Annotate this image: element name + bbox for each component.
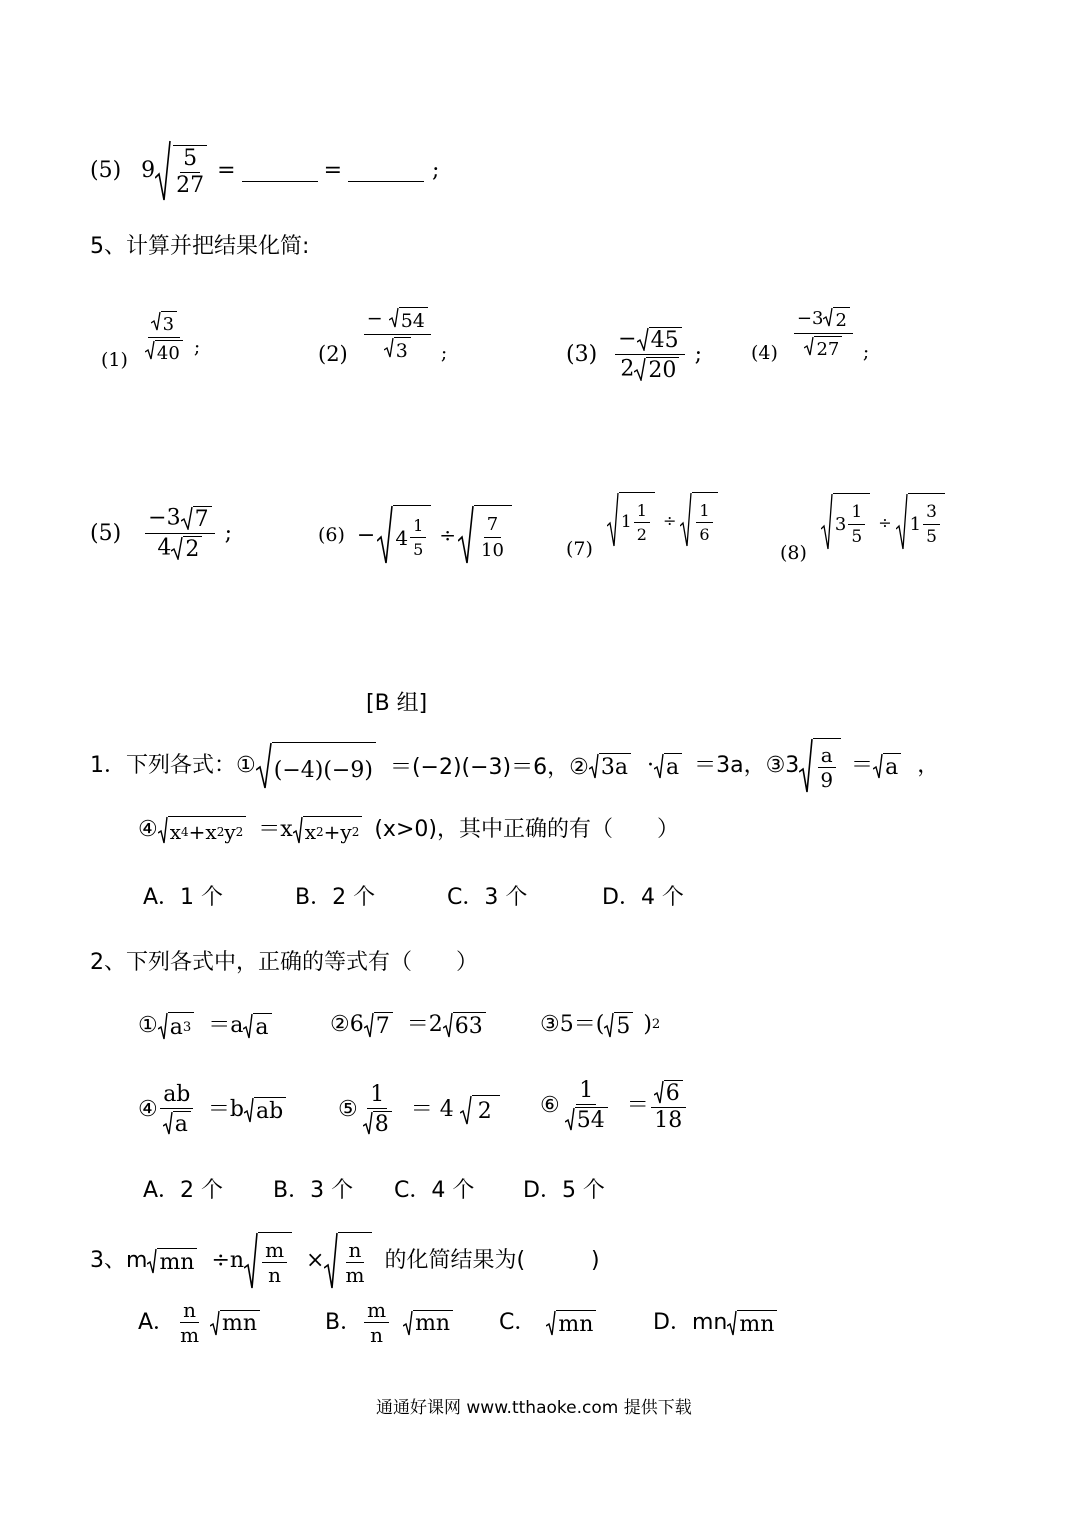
q1-eq3: ＝ bbox=[851, 753, 874, 778]
choice-label: C． bbox=[499, 1310, 537, 1335]
choice-rad: mn bbox=[556, 1310, 596, 1336]
frac-num: 2 bbox=[833, 307, 849, 331]
den-coef: 4 bbox=[157, 535, 172, 561]
s5-item-6 bbox=[318, 505, 512, 565]
mixed-num: 1 bbox=[848, 502, 865, 525]
q3-div: ÷n bbox=[211, 1248, 245, 1273]
q1-r2b: a bbox=[664, 753, 682, 779]
eq-sign: = bbox=[217, 158, 236, 183]
answer-blank-2[interactable] bbox=[348, 161, 424, 182]
q2-i5-rhs: ＝ 4 bbox=[410, 1097, 454, 1122]
radical-sign-icon bbox=[155, 140, 171, 202]
radical-sign-icon bbox=[458, 505, 474, 565]
radical-sign-icon bbox=[654, 753, 664, 779]
q1-line2-lead: ④ bbox=[138, 817, 158, 842]
q2-i1-lead: ① bbox=[138, 1013, 158, 1038]
q1-r5b: +y bbox=[323, 819, 352, 844]
radical-sign-icon bbox=[210, 1310, 220, 1336]
radical-sign-icon bbox=[460, 1095, 472, 1125]
eq-sign: = bbox=[323, 158, 343, 183]
q3-tail: 的化简结果为( ) bbox=[384, 1248, 600, 1273]
q1-r5a: x bbox=[304, 819, 316, 844]
answer-blank-1[interactable] bbox=[242, 161, 318, 182]
semicolon: ; bbox=[440, 342, 448, 364]
neg-sign: − bbox=[356, 522, 376, 548]
q1-r4c: y bbox=[224, 819, 236, 844]
q3-choice-b[interactable] bbox=[325, 1300, 453, 1345]
radical-sign-icon bbox=[384, 337, 394, 358]
q2-i6-rden: 18 bbox=[654, 1108, 683, 1133]
divide-sign: ÷ bbox=[662, 510, 677, 530]
top-radical bbox=[155, 140, 209, 202]
q1-choice-d[interactable]: D．4 个 bbox=[602, 885, 684, 910]
radical-sign-icon bbox=[873, 753, 883, 779]
q2-i4-lead: ④ bbox=[138, 1097, 158, 1122]
radical-sign-icon bbox=[244, 1097, 254, 1123]
q2-choice-c[interactable]: C．4 个 bbox=[394, 1178, 475, 1203]
b-q1-line2: ④ x 4 +x 2 y 2 ＝x x 2 +y 2 (x>0)，其中正确的有（ ） bbox=[138, 817, 679, 844]
radical-sign-icon bbox=[377, 505, 393, 565]
item-label: (7) bbox=[566, 538, 593, 560]
radical-sign-icon bbox=[158, 816, 168, 844]
q2-i2-lead: ②6 bbox=[330, 1012, 364, 1037]
q2-i2-rad: 7 bbox=[374, 1012, 393, 1038]
mixed-num: 1 bbox=[634, 501, 650, 523]
semicolon: ; bbox=[224, 520, 233, 546]
q2-i6-num: 1 bbox=[576, 1080, 596, 1105]
choice-den: n bbox=[370, 1323, 384, 1347]
q2-choice-a[interactable]: A．2 个 bbox=[143, 1178, 224, 1203]
q1-eq1: ＝(−2)(−3)＝6，② bbox=[389, 755, 589, 780]
q1-eq2: ＝3a，③3 bbox=[694, 753, 800, 778]
item-label: (4) bbox=[751, 342, 778, 364]
radical-sign-icon bbox=[293, 816, 303, 844]
q3-f1-num: m bbox=[262, 1240, 287, 1263]
radical-sign-icon bbox=[589, 753, 599, 779]
radical-sign-icon bbox=[181, 506, 193, 530]
q2-i3-close: ) bbox=[643, 1012, 652, 1037]
mixed-whole: 1 bbox=[620, 512, 632, 532]
q3-choice-c[interactable] bbox=[499, 1310, 596, 1336]
s5-item-3 bbox=[566, 327, 702, 382]
q3-f1-den: n bbox=[268, 1263, 281, 1287]
footer-text: 通通好课网 www.tthaoke.com 提供下载 bbox=[376, 1398, 692, 1418]
radical-sign-icon bbox=[637, 327, 649, 351]
radical-sign-icon bbox=[158, 1012, 168, 1040]
s5-item-4 bbox=[751, 302, 869, 364]
q1-choice-a[interactable]: A．1 个 bbox=[143, 885, 224, 910]
frac-den: 40 bbox=[155, 340, 183, 364]
choice-rad: mn bbox=[737, 1310, 777, 1336]
q2-i6-rhs: ＝ bbox=[626, 1093, 649, 1118]
mixed-num: 3 bbox=[923, 502, 940, 525]
frac-num: 7 bbox=[484, 514, 501, 538]
q2-i5-den: 8 bbox=[373, 1111, 392, 1136]
radical-sign-icon bbox=[163, 1111, 173, 1135]
radical-sign-icon bbox=[821, 493, 833, 551]
radical-sign-icon bbox=[324, 1232, 338, 1290]
section5-title: 5、计算并把结果化简: bbox=[90, 234, 310, 259]
q1-cond: (x>0)，其中正确的有（ ） bbox=[374, 817, 679, 842]
choice-label: B． bbox=[325, 1309, 363, 1335]
q2-i1-rhs: ＝a bbox=[208, 1013, 244, 1038]
radical-sign-icon bbox=[607, 492, 619, 548]
frac-den: 3 bbox=[394, 337, 411, 362]
q3-choice-a[interactable] bbox=[138, 1300, 260, 1345]
q2-i4-num: ab bbox=[160, 1084, 193, 1109]
q1-fnum: a bbox=[818, 745, 836, 768]
frac-den: 20 bbox=[646, 357, 679, 382]
s5-item-8 bbox=[780, 480, 945, 564]
q2-item-5 bbox=[338, 1084, 500, 1136]
radical-sign-icon bbox=[389, 307, 399, 328]
radical-sign-icon bbox=[256, 742, 272, 790]
radical-sign-icon bbox=[823, 307, 833, 327]
choice-label: A． bbox=[138, 1309, 176, 1335]
top-coef: 9 bbox=[141, 158, 156, 183]
radical-sign-icon bbox=[546, 1310, 556, 1336]
q2-i1-rad: a bbox=[169, 1014, 183, 1040]
frac-den: 2 bbox=[183, 536, 202, 561]
q2-i4-den: a bbox=[173, 1111, 191, 1136]
top-den: 27 bbox=[176, 173, 205, 198]
radical-sign-icon bbox=[363, 1111, 373, 1135]
q1-r4b: +x bbox=[188, 819, 217, 844]
q1-expr1: (−4)(−9) bbox=[272, 742, 376, 790]
choice-rad: mn bbox=[413, 1310, 453, 1336]
radical-sign-icon bbox=[403, 1310, 413, 1336]
choice-num: n bbox=[180, 1300, 199, 1323]
q2-item-1: ① a 3 ＝a a bbox=[138, 1012, 272, 1040]
mixed-whole: 3 bbox=[834, 513, 847, 535]
q3-r1: mn bbox=[157, 1248, 197, 1274]
item-label: (3) bbox=[566, 341, 598, 367]
top-item-5 bbox=[90, 140, 439, 202]
q2-i6-rnum: 6 bbox=[664, 1080, 683, 1105]
q2-title: 2、下列各式中，正确的等式有（ ） bbox=[90, 950, 478, 975]
q2-item-4 bbox=[138, 1084, 286, 1136]
choice-rad: mn bbox=[220, 1310, 260, 1336]
frac-den: 10 bbox=[481, 540, 504, 561]
frac-den: 27 bbox=[814, 336, 842, 360]
item-label: (2) bbox=[318, 342, 348, 366]
divide-sign: ÷ bbox=[878, 512, 892, 532]
b-q1-line1 bbox=[90, 738, 939, 794]
radical-sign-icon bbox=[364, 1012, 374, 1038]
radical-sign-icon bbox=[151, 311, 161, 331]
semicolon: ; bbox=[193, 336, 201, 358]
num-sign: −3 bbox=[148, 505, 181, 531]
radical-sign-icon bbox=[634, 357, 646, 381]
radical-sign-icon bbox=[147, 1248, 157, 1274]
frac-num: 1 bbox=[696, 501, 712, 523]
radical-sign-icon bbox=[243, 1013, 253, 1039]
q2-choice-b[interactable]: B．3 个 bbox=[273, 1178, 354, 1203]
s5-item-5 bbox=[90, 506, 232, 561]
s5-item-7 bbox=[566, 480, 718, 560]
mixed-den: 5 bbox=[413, 540, 424, 559]
q2-i5-num: 1 bbox=[367, 1084, 387, 1109]
mixed-den: 2 bbox=[636, 524, 647, 544]
radical-sign-icon bbox=[244, 1232, 258, 1290]
s5-item-2 bbox=[318, 302, 447, 366]
mixed-whole: 1 bbox=[909, 513, 922, 535]
mixed-whole: 4 bbox=[395, 525, 409, 550]
q2-i4-rhs: ＝b bbox=[207, 1097, 244, 1122]
q2-i3-lead: ③5＝( bbox=[540, 1012, 605, 1037]
radical-sign-icon bbox=[654, 1080, 664, 1104]
q2-i1-rhs-rad: a bbox=[253, 1013, 271, 1039]
q1-r4a: x bbox=[169, 819, 182, 844]
q2-i6-den: 54 bbox=[575, 1107, 608, 1132]
frac-num: 54 bbox=[399, 307, 428, 332]
choice-label: D．mn bbox=[653, 1310, 728, 1335]
q1-r3: a bbox=[883, 753, 901, 779]
top-label: (5) bbox=[90, 158, 122, 183]
q2-item-6 bbox=[540, 1080, 688, 1132]
q2-i6-lead: ⑥ bbox=[540, 1093, 560, 1118]
b-q3-line bbox=[90, 1232, 600, 1290]
q1-dot: · bbox=[646, 753, 654, 778]
frac-num: 7 bbox=[193, 506, 212, 531]
semicolon: ; bbox=[432, 158, 440, 183]
divide-sign: ÷ bbox=[439, 523, 457, 547]
choice-num: m bbox=[364, 1300, 389, 1323]
q2-i5-lead: ⑤ bbox=[338, 1097, 358, 1122]
q1-choice-b[interactable]: B．2 个 bbox=[295, 885, 376, 910]
top-num: 5 bbox=[180, 148, 200, 173]
q2-i5-rhs-rad: 2 bbox=[472, 1095, 500, 1125]
radical-sign-icon bbox=[680, 492, 692, 548]
item-label: (5) bbox=[90, 520, 122, 546]
radical-sign-icon bbox=[604, 1012, 614, 1038]
q1-comma: ， bbox=[917, 753, 940, 778]
frac-den: 6 bbox=[699, 524, 710, 544]
semicolon: ; bbox=[862, 341, 870, 363]
q1-choice-c[interactable]: C．3 个 bbox=[447, 885, 528, 910]
mixed-num: 1 bbox=[410, 516, 426, 538]
radical-sign-icon bbox=[799, 738, 813, 794]
q2-item-3: ③5＝( 5 ) 2 bbox=[540, 1012, 661, 1039]
radical-sign-icon bbox=[565, 1107, 575, 1131]
q2-choice-d[interactable]: D．5 个 bbox=[523, 1178, 605, 1203]
frac-num: 3 bbox=[161, 311, 177, 335]
group-b-title: [B 组] bbox=[366, 691, 428, 716]
mixed-den: 5 bbox=[926, 526, 937, 547]
q3-f2-num: n bbox=[346, 1240, 365, 1263]
radical-sign-icon bbox=[727, 1310, 737, 1336]
q1-lead: 1．下列各式：① bbox=[90, 753, 256, 778]
radical-sign-icon bbox=[171, 536, 183, 560]
q3-choice-d[interactable] bbox=[653, 1310, 777, 1336]
s5-item-1 bbox=[101, 303, 200, 371]
radical-sign-icon bbox=[443, 1012, 453, 1038]
frac-num: 45 bbox=[649, 327, 682, 352]
radical-sign-icon bbox=[145, 340, 155, 360]
radical-sign-icon bbox=[804, 336, 814, 356]
item-label: (6) bbox=[318, 524, 345, 546]
q1-r2: 3a bbox=[599, 753, 631, 779]
item-label: (1) bbox=[101, 349, 128, 371]
num-sign: − bbox=[366, 307, 383, 329]
den-coef: 2 bbox=[620, 356, 635, 382]
item-label: (8) bbox=[780, 542, 807, 564]
q2-i2-rhs: ＝2 bbox=[406, 1012, 443, 1037]
mixed-den: 5 bbox=[851, 526, 863, 547]
q2-i3-rad: 5 bbox=[614, 1012, 633, 1038]
q3-f2-den: m bbox=[345, 1263, 365, 1287]
q1-fden: 9 bbox=[820, 768, 834, 792]
q2-i4-rhs-rad: ab bbox=[254, 1097, 286, 1123]
choice-den: m bbox=[180, 1323, 200, 1347]
semicolon: ; bbox=[694, 341, 703, 367]
radical-sign-icon bbox=[896, 493, 908, 551]
q2-item-2 bbox=[330, 1012, 486, 1038]
num-sign: − bbox=[618, 326, 637, 352]
q3-lead: 3、m bbox=[90, 1248, 148, 1273]
q2-i2-rhs-rad: 63 bbox=[453, 1012, 486, 1038]
q1-eq4: ＝x bbox=[258, 817, 293, 842]
q3-times: × bbox=[306, 1248, 325, 1273]
num-sign: −3 bbox=[796, 307, 824, 329]
